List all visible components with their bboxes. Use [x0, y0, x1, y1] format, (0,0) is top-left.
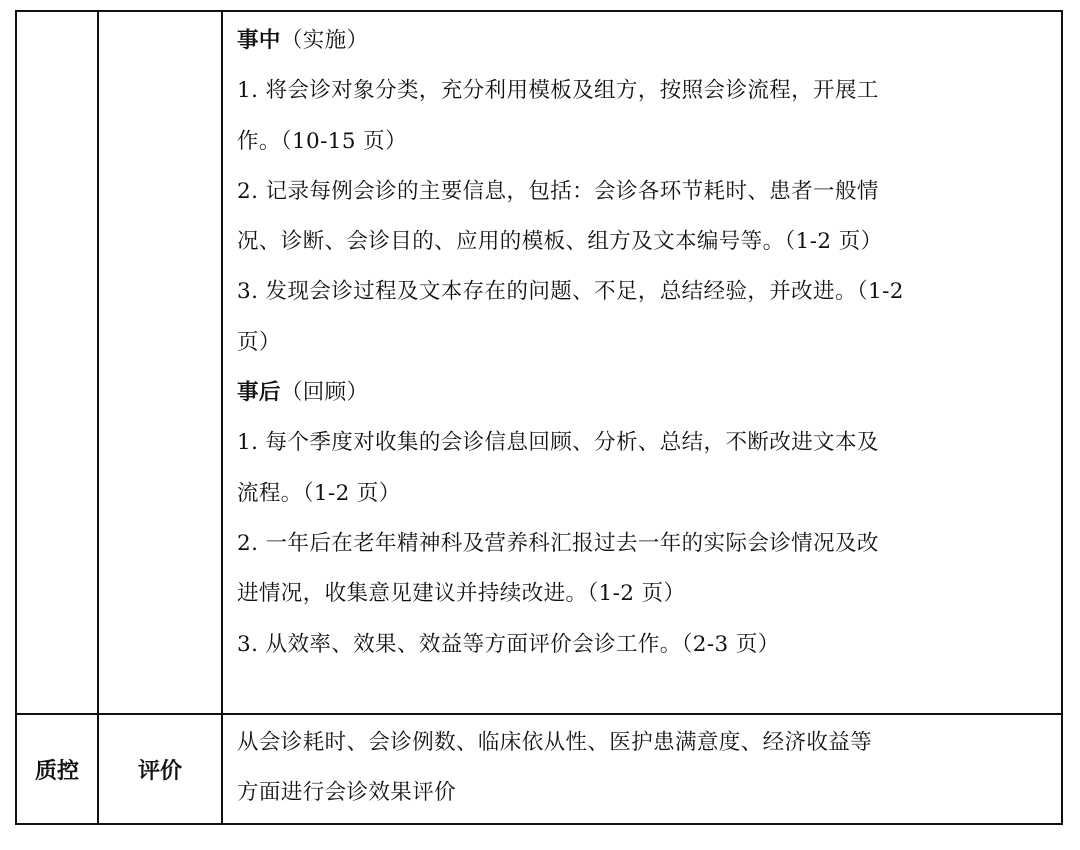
after-line: 流程。（1-2 页）	[237, 480, 401, 506]
after-line: 进情况，收集意见建议并持续改进。（1-2 页）	[237, 581, 686, 607]
section-heading-during: 事中（实施）	[237, 28, 369, 53]
during-line: 1. 将会诊对象分类，充分利用模板及组方，按照会诊流程，开展工	[237, 78, 879, 104]
evaluation-line: 方面进行会诊效果评价	[237, 780, 457, 805]
evaluation-line: 从会诊耗时、会诊例数、临床依从性、医护患满意度、经济收益等	[237, 729, 873, 755]
after-line: 1. 每个季度对收集的会诊信息回顾、分析、总结，不断改进文本及	[237, 430, 879, 456]
after-line: 2. 一年后在老年精神科及营养科汇报过去一年的实际会诊情况及改	[237, 530, 879, 556]
during-line: 3. 发现会诊过程及文本存在的问题、不足，总结经验，并改进。（1-2	[237, 279, 904, 305]
item-cell: 评价	[98, 714, 222, 824]
after-line: 3. 从效率、效果、效益等方面评价会诊工作。（2-3 页）	[237, 631, 780, 657]
during-line: 2. 记录每例会诊的主要信息，包括：会诊各环节耗时、患者一般情	[237, 178, 879, 204]
during-line: 页）	[237, 329, 281, 355]
category-cell: 质控	[16, 714, 98, 824]
implementation-cell	[222, 11, 1062, 714]
table-row	[16, 714, 1062, 824]
during-line: 作。（10-15 页）	[237, 128, 407, 154]
plan-table	[15, 10, 1063, 825]
empty-item-cell	[98, 11, 222, 714]
empty-category-cell	[16, 11, 98, 714]
during-line: 况、诊断、会诊目的、应用的模板、组方及文本编号等。（1-2 页）	[237, 229, 883, 255]
table-row	[16, 11, 1062, 714]
section-heading-after: 事后（回顾）	[237, 380, 369, 406]
evaluation-cell	[222, 714, 1062, 824]
